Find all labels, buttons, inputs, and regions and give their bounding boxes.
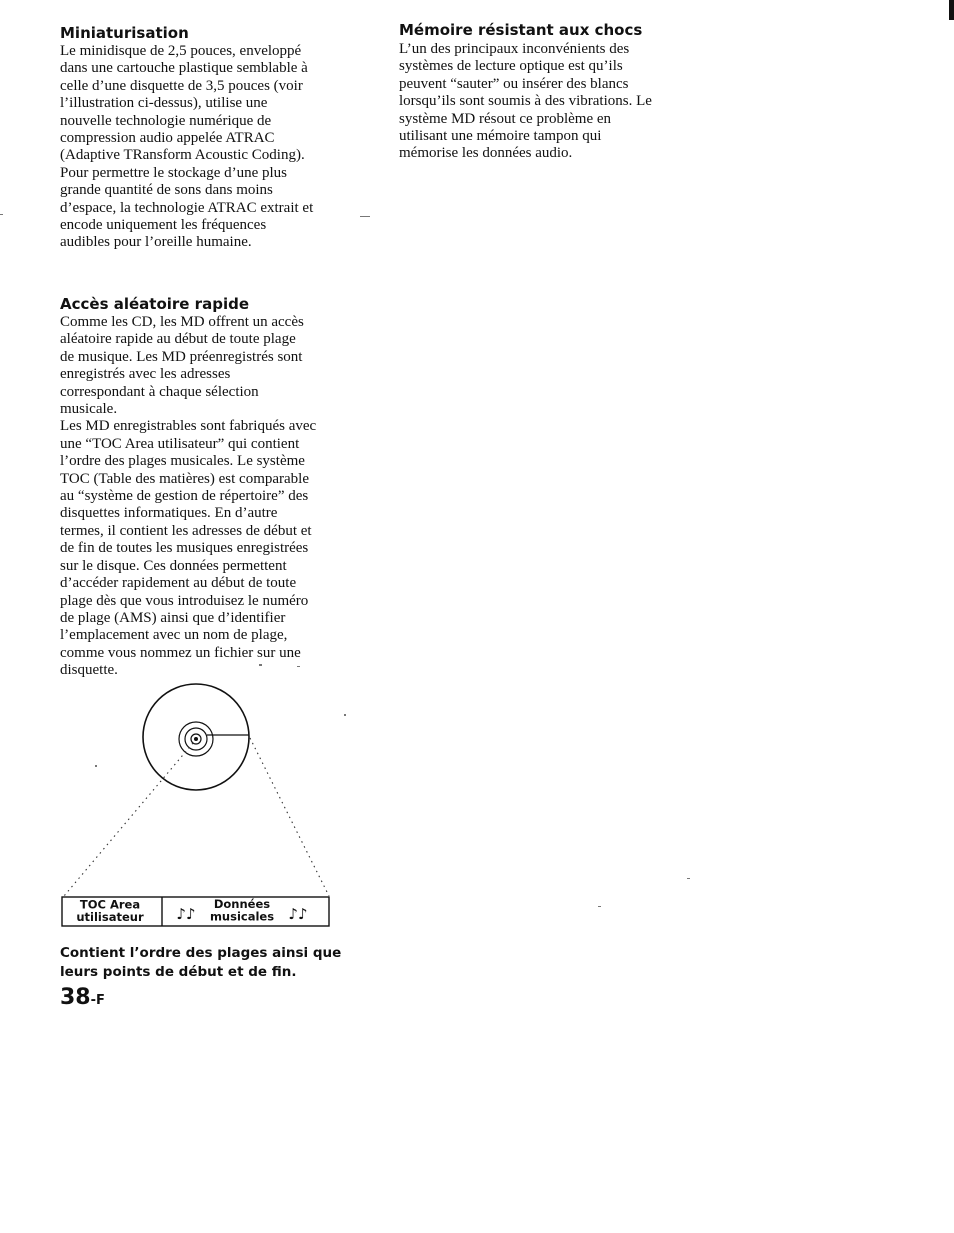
paragraph-memoire: L’un des principaux inconvénients des systèmes de lecture optique est qu’ils peuvent “sauter” ou insérer des blancs lorsqu’ils sont soumis à des vibrations. Le système MD résout ce problème en utilisant une mémoire tampon qui mémorise les données audio. <box>399 41 652 162</box>
page-edge-marker <box>949 0 954 20</box>
scan-speck <box>95 765 97 767</box>
page-number <box>60 985 105 1010</box>
minidisc-disc <box>143 684 249 790</box>
heading-memoire: Mémoire résistant aux chocs <box>399 21 643 39</box>
heading-miniaturisation: Miniaturisation <box>60 24 189 42</box>
paragraph-miniaturisation: Le minidisque de 2,5 pouces, enveloppé dans une cartouche plastique semblable à celle d’une disquette de 3,5 pouces (voir l’illustration ci-dessus), utilise une nouvelle technologie numérique de compression audio appelée ATRAC (Adaptive TRansform Acoustic Coding). Pour permettre le stockage d’une plus grande quantité de sons dans moins d’espace, la technologie ATRAC extrait et encode uniquement les fréquences audibles pour l’oreille humaine. <box>60 43 314 251</box>
paragraph-acces-aleatoire: Comme les CD, les MD offrent un accès aléatoire rapide au début de toute plage de musique. Les MD préenregistrés sont enregistrés avec les adresses correspondant à chaque sélection musicale. Les MD enregistrables sont fabriqués avec une “TOC Area utilisateur” qui contient l’ordre des plages musicales. Le système TOC (Table des matières) est comparable au “système de gestion de répertoire” des disquettes informatiques. En d’autre termes, il contient les adresses de début et de fin de toutes les musiques enregistrées sur le disque. Ces données permettent d’accéder rapidement au début de toute plage dès que vous introduisez le numéro de plage (AMS) ainsi que d’identifier l’emplacement avec un nom de plage, comme vous nommez un fichier sur une disquette. <box>60 314 317 679</box>
scan-speck <box>297 666 300 667</box>
diagram-caption: Contient l’ordre des plages ainsi que leurs points de début et de fin. <box>60 945 342 980</box>
data-strip <box>62 897 329 926</box>
page-number-value: 38 <box>60 985 91 1010</box>
toc-utilisateur-label: utilisateur <box>76 910 144 924</box>
page-number-suffix: -F <box>90 993 105 1008</box>
scan-speck <box>598 906 601 907</box>
scan-speck <box>344 714 346 716</box>
disc-spindle <box>194 737 198 741</box>
heading-acces-aleatoire: Accès aléatoire rapide <box>60 295 249 313</box>
scan-speck <box>0 214 3 215</box>
data-strip-box <box>62 897 329 926</box>
music-notes-left-icon: ♪♪ <box>176 905 196 923</box>
disc-hub-middle <box>185 728 207 750</box>
disc-outline <box>143 684 249 790</box>
musicales-label: musicales <box>209 909 275 924</box>
disc-hub-outer <box>179 722 213 756</box>
scan-speck <box>687 878 690 879</box>
scan-speck <box>360 216 370 217</box>
scan-speck <box>259 664 262 666</box>
music-notes-right-icon: ♪♪ <box>288 905 308 923</box>
toc-area-label: TOC Area <box>79 897 141 912</box>
projection-lines <box>64 738 329 896</box>
donnees-label: Données <box>213 897 271 911</box>
disc-hub-inner <box>191 734 201 744</box>
